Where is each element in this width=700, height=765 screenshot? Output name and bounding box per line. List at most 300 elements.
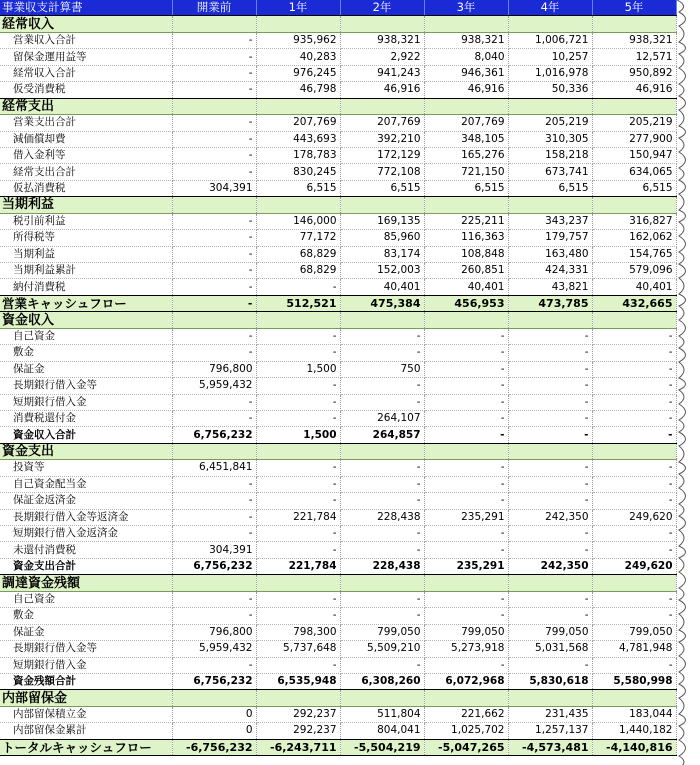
value-cell[interactable]: 5,830,618 xyxy=(508,673,592,689)
value-cell[interactable]: 976,245 xyxy=(256,65,340,81)
value-cell[interactable]: 165,276 xyxy=(424,147,508,163)
value-cell[interactable] xyxy=(592,443,676,459)
value-cell[interactable]: - xyxy=(172,230,256,246)
value-cell[interactable]: - xyxy=(508,427,592,443)
header-cell-title[interactable]: 事業収支計算書 xyxy=(0,0,172,16)
value-cell[interactable]: - xyxy=(424,410,508,426)
row-label-cell[interactable]: 資金支出 xyxy=(0,443,172,459)
value-cell[interactable]: 108,848 xyxy=(424,246,508,262)
value-cell[interactable]: 163,480 xyxy=(508,246,592,262)
value-cell[interactable]: 796,800 xyxy=(172,624,256,640)
value-cell[interactable] xyxy=(592,16,676,32)
value-cell[interactable]: 77,172 xyxy=(256,230,340,246)
value-cell[interactable] xyxy=(172,575,256,591)
value-cell[interactable]: 1,016,978 xyxy=(508,65,592,81)
value-cell[interactable] xyxy=(508,98,592,114)
value-cell[interactable] xyxy=(340,690,424,706)
value-cell[interactable] xyxy=(172,443,256,459)
value-cell[interactable]: 264,857 xyxy=(340,427,424,443)
value-cell[interactable]: 68,829 xyxy=(256,263,340,279)
value-cell[interactable]: 1,500 xyxy=(256,427,340,443)
value-cell[interactable]: 277,900 xyxy=(592,131,676,147)
value-cell[interactable] xyxy=(592,690,676,706)
value-cell[interactable]: 6,308,260 xyxy=(340,673,424,689)
value-cell[interactable]: 207,769 xyxy=(256,115,340,131)
value-cell[interactable]: 235,291 xyxy=(424,558,508,574)
value-cell[interactable]: 116,363 xyxy=(424,230,508,246)
value-cell[interactable]: 221,784 xyxy=(256,558,340,574)
value-cell[interactable]: - xyxy=(172,509,256,525)
value-cell[interactable]: 46,916 xyxy=(340,82,424,98)
value-cell[interactable]: - xyxy=(592,328,676,344)
row-label-cell[interactable]: 留保金運用益等 xyxy=(0,49,172,65)
value-cell[interactable]: - xyxy=(340,657,424,673)
value-cell[interactable]: 392,210 xyxy=(340,131,424,147)
row-label-cell[interactable]: 調達資金残額 xyxy=(0,575,172,591)
value-cell[interactable]: 5,737,648 xyxy=(256,641,340,657)
row-label-cell[interactable]: 経常収入合計 xyxy=(0,65,172,81)
value-cell[interactable]: - xyxy=(508,493,592,509)
value-cell[interactable]: - xyxy=(592,345,676,361)
row-label-cell[interactable]: 自己資金配当金 xyxy=(0,476,172,492)
value-cell[interactable]: - xyxy=(508,608,592,624)
value-cell[interactable]: 43,821 xyxy=(508,279,592,295)
row-label-cell[interactable]: 長期銀行借入金等 xyxy=(0,641,172,657)
value-cell[interactable]: - xyxy=(172,164,256,180)
value-cell[interactable]: - xyxy=(592,526,676,542)
value-cell[interactable]: 205,219 xyxy=(508,115,592,131)
value-cell[interactable]: 310,305 xyxy=(508,131,592,147)
value-cell[interactable] xyxy=(340,197,424,213)
row-label-cell[interactable]: 営業収入合計 xyxy=(0,32,172,48)
row-label-cell[interactable]: 自己資金 xyxy=(0,591,172,607)
value-cell[interactable] xyxy=(340,16,424,32)
value-cell[interactable]: 292,237 xyxy=(256,706,340,722)
value-cell[interactable]: 946,361 xyxy=(424,65,508,81)
value-cell[interactable]: - xyxy=(508,542,592,558)
value-cell[interactable]: - xyxy=(256,526,340,542)
value-cell[interactable]: 183,044 xyxy=(592,706,676,722)
value-cell[interactable]: 40,401 xyxy=(424,279,508,295)
value-cell[interactable] xyxy=(256,690,340,706)
value-cell[interactable]: 512,521 xyxy=(256,295,340,311)
value-cell[interactable]: - xyxy=(172,263,256,279)
value-cell[interactable]: - xyxy=(256,591,340,607)
row-label-cell[interactable]: 長期銀行借入金等返済金 xyxy=(0,509,172,525)
value-cell[interactable] xyxy=(340,443,424,459)
value-cell[interactable]: 179,757 xyxy=(508,230,592,246)
value-cell[interactable]: - xyxy=(256,394,340,410)
value-cell[interactable]: - xyxy=(424,394,508,410)
value-cell[interactable]: 799,050 xyxy=(424,624,508,640)
value-cell[interactable]: - xyxy=(508,328,592,344)
value-cell[interactable]: 292,237 xyxy=(256,723,340,739)
value-cell[interactable]: - xyxy=(508,526,592,542)
row-label-cell[interactable]: 資金残額合計 xyxy=(0,673,172,689)
row-label-cell[interactable]: 仮受消費税 xyxy=(0,82,172,98)
value-cell[interactable]: - xyxy=(172,115,256,131)
value-cell[interactable]: - xyxy=(172,147,256,163)
value-cell[interactable]: - xyxy=(172,65,256,81)
value-cell[interactable] xyxy=(592,197,676,213)
row-label-cell[interactable]: 資金収入合計 xyxy=(0,427,172,443)
value-cell[interactable]: 6,515 xyxy=(424,180,508,196)
value-cell[interactable]: 40,401 xyxy=(592,279,676,295)
value-cell[interactable]: 228,438 xyxy=(340,558,424,574)
value-cell[interactable]: -6,243,711 xyxy=(256,739,340,755)
value-cell[interactable] xyxy=(424,443,508,459)
value-cell[interactable]: - xyxy=(340,378,424,394)
row-label-cell[interactable]: 短期銀行借入金 xyxy=(0,657,172,673)
value-cell[interactable] xyxy=(256,16,340,32)
value-cell[interactable]: - xyxy=(592,394,676,410)
value-cell[interactable]: - xyxy=(508,410,592,426)
value-cell[interactable]: - xyxy=(172,246,256,262)
value-cell[interactable]: - xyxy=(256,460,340,476)
value-cell[interactable] xyxy=(340,312,424,328)
value-cell[interactable]: - xyxy=(172,213,256,229)
value-cell[interactable]: 634,065 xyxy=(592,164,676,180)
row-label-cell[interactable]: 税引前利益 xyxy=(0,213,172,229)
value-cell[interactable]: - xyxy=(256,657,340,673)
value-cell[interactable]: - xyxy=(424,460,508,476)
value-cell[interactable] xyxy=(424,690,508,706)
value-cell[interactable]: 12,571 xyxy=(592,49,676,65)
row-label-cell[interactable]: 保証金 xyxy=(0,361,172,377)
value-cell[interactable]: 343,237 xyxy=(508,213,592,229)
value-cell[interactable]: 235,291 xyxy=(424,509,508,525)
value-cell[interactable]: 304,391 xyxy=(172,542,256,558)
value-cell[interactable]: - xyxy=(508,460,592,476)
value-cell[interactable]: 162,062 xyxy=(592,230,676,246)
value-cell[interactable]: - xyxy=(340,476,424,492)
header-cell-year4[interactable]: 4年 xyxy=(508,0,592,16)
row-label-cell[interactable]: 当期利益 xyxy=(0,197,172,213)
value-cell[interactable]: 249,620 xyxy=(592,558,676,574)
value-cell[interactable]: 5,959,432 xyxy=(172,641,256,657)
value-cell[interactable]: 231,435 xyxy=(508,706,592,722)
row-label-cell[interactable]: 資金支出合計 xyxy=(0,558,172,574)
value-cell[interactable]: 0 xyxy=(172,723,256,739)
value-cell[interactable]: 938,321 xyxy=(592,32,676,48)
value-cell[interactable] xyxy=(424,312,508,328)
value-cell[interactable]: 152,003 xyxy=(340,263,424,279)
value-cell[interactable]: - xyxy=(424,526,508,542)
value-cell[interactable]: - xyxy=(424,361,508,377)
value-cell[interactable] xyxy=(424,98,508,114)
value-cell[interactable]: 799,050 xyxy=(592,624,676,640)
header-cell-year5[interactable]: 5年 xyxy=(592,0,676,16)
value-cell[interactable] xyxy=(592,312,676,328)
value-cell[interactable]: - xyxy=(592,476,676,492)
row-label-cell[interactable]: 内部留保積立金 xyxy=(0,706,172,722)
value-cell[interactable]: 242,350 xyxy=(508,509,592,525)
value-cell[interactable]: 796,800 xyxy=(172,361,256,377)
value-cell[interactable]: 172,129 xyxy=(340,147,424,163)
value-cell[interactable]: 249,620 xyxy=(592,509,676,525)
value-cell[interactable]: 264,107 xyxy=(340,410,424,426)
value-cell[interactable]: - xyxy=(508,345,592,361)
value-cell[interactable]: 772,108 xyxy=(340,164,424,180)
value-cell[interactable]: - xyxy=(172,394,256,410)
value-cell[interactable]: 221,784 xyxy=(256,509,340,525)
value-cell[interactable]: 228,438 xyxy=(340,509,424,525)
value-cell[interactable]: 798,300 xyxy=(256,624,340,640)
value-cell[interactable]: 207,769 xyxy=(340,115,424,131)
value-cell[interactable]: - xyxy=(508,378,592,394)
value-cell[interactable]: 456,953 xyxy=(424,295,508,311)
value-cell[interactable]: - xyxy=(424,427,508,443)
value-cell[interactable]: - xyxy=(592,591,676,607)
row-label-cell[interactable]: 当期利益 xyxy=(0,246,172,262)
row-label-cell[interactable]: 投資等 xyxy=(0,460,172,476)
value-cell[interactable]: - xyxy=(340,591,424,607)
value-cell[interactable]: 475,384 xyxy=(340,295,424,311)
value-cell[interactable]: 1,006,721 xyxy=(508,32,592,48)
value-cell[interactable]: 6,535,948 xyxy=(256,673,340,689)
value-cell[interactable]: 721,150 xyxy=(424,164,508,180)
value-cell[interactable] xyxy=(256,575,340,591)
value-cell[interactable]: 316,827 xyxy=(592,213,676,229)
value-cell[interactable]: 5,580,998 xyxy=(592,673,676,689)
row-label-cell[interactable]: 営業キャッシュフロー xyxy=(0,295,172,311)
value-cell[interactable]: - xyxy=(256,328,340,344)
value-cell[interactable]: - xyxy=(508,657,592,673)
value-cell[interactable]: 830,245 xyxy=(256,164,340,180)
value-cell[interactable]: - xyxy=(592,410,676,426)
value-cell[interactable]: 935,962 xyxy=(256,32,340,48)
value-cell[interactable]: - xyxy=(340,542,424,558)
value-cell[interactable]: - xyxy=(592,460,676,476)
value-cell[interactable]: 68,829 xyxy=(256,246,340,262)
value-cell[interactable]: 221,662 xyxy=(424,706,508,722)
value-cell[interactable]: 1,025,702 xyxy=(424,723,508,739)
value-cell[interactable]: - xyxy=(508,394,592,410)
value-cell[interactable]: - xyxy=(172,295,256,311)
value-cell[interactable] xyxy=(424,575,508,591)
value-cell[interactable] xyxy=(256,443,340,459)
value-cell[interactable] xyxy=(340,575,424,591)
value-cell[interactable]: 6,756,232 xyxy=(172,673,256,689)
value-cell[interactable]: - xyxy=(592,657,676,673)
value-cell[interactable] xyxy=(172,16,256,32)
value-cell[interactable]: 424,331 xyxy=(508,263,592,279)
value-cell[interactable]: - xyxy=(256,493,340,509)
row-label-cell[interactable]: 未還付消費税 xyxy=(0,542,172,558)
value-cell[interactable]: 260,851 xyxy=(424,263,508,279)
row-label-cell[interactable]: 長期銀行借入金等 xyxy=(0,378,172,394)
value-cell[interactable]: 348,105 xyxy=(424,131,508,147)
value-cell[interactable]: 473,785 xyxy=(508,295,592,311)
value-cell[interactable]: - xyxy=(172,526,256,542)
value-cell[interactable]: - xyxy=(340,608,424,624)
value-cell[interactable]: 83,174 xyxy=(340,246,424,262)
value-cell[interactable]: - xyxy=(172,657,256,673)
value-cell[interactable] xyxy=(424,16,508,32)
row-label-cell[interactable]: 敷金 xyxy=(0,608,172,624)
value-cell[interactable]: 242,350 xyxy=(508,558,592,574)
value-cell[interactable]: 225,211 xyxy=(424,213,508,229)
value-cell[interactable]: - xyxy=(424,657,508,673)
value-cell[interactable]: 150,947 xyxy=(592,147,676,163)
value-cell[interactable]: 146,000 xyxy=(256,213,340,229)
value-cell[interactable]: 154,765 xyxy=(592,246,676,262)
value-cell[interactable] xyxy=(508,312,592,328)
row-label-cell[interactable]: 消費税還付金 xyxy=(0,410,172,426)
value-cell[interactable]: - xyxy=(508,591,592,607)
row-label-cell[interactable]: 自己資金 xyxy=(0,328,172,344)
value-cell[interactable]: 511,804 xyxy=(340,706,424,722)
value-cell[interactable]: - xyxy=(592,608,676,624)
value-cell[interactable]: - xyxy=(340,493,424,509)
value-cell[interactable]: - xyxy=(256,608,340,624)
value-cell[interactable]: 178,783 xyxy=(256,147,340,163)
value-cell[interactable]: 6,515 xyxy=(508,180,592,196)
value-cell[interactable]: 169,135 xyxy=(340,213,424,229)
row-label-cell[interactable]: 短期銀行借入金返済金 xyxy=(0,526,172,542)
row-label-cell[interactable]: 経常収入 xyxy=(0,16,172,32)
row-label-cell[interactable]: 内部留保金累計 xyxy=(0,723,172,739)
value-cell[interactable]: - xyxy=(424,345,508,361)
value-cell[interactable]: 5,509,210 xyxy=(340,641,424,657)
value-cell[interactable]: 443,693 xyxy=(256,131,340,147)
value-cell[interactable]: 6,515 xyxy=(592,180,676,196)
value-cell[interactable]: 673,741 xyxy=(508,164,592,180)
value-cell[interactable]: - xyxy=(592,493,676,509)
value-cell[interactable]: 46,916 xyxy=(424,82,508,98)
value-cell[interactable]: 950,892 xyxy=(592,65,676,81)
value-cell[interactable] xyxy=(256,312,340,328)
row-label-cell[interactable]: 経常支出 xyxy=(0,98,172,114)
row-label-cell[interactable]: 内部留保金 xyxy=(0,690,172,706)
value-cell[interactable]: - xyxy=(256,378,340,394)
value-cell[interactable]: 6,072,968 xyxy=(424,673,508,689)
value-cell[interactable]: 938,321 xyxy=(340,32,424,48)
value-cell[interactable]: - xyxy=(172,49,256,65)
value-cell[interactable]: - xyxy=(172,410,256,426)
value-cell[interactable]: -6,756,232 xyxy=(172,739,256,755)
value-cell[interactable]: - xyxy=(508,476,592,492)
value-cell[interactable]: 46,916 xyxy=(592,82,676,98)
value-cell[interactable]: 6,756,232 xyxy=(172,427,256,443)
value-cell[interactable]: 8,040 xyxy=(424,49,508,65)
value-cell[interactable]: - xyxy=(424,378,508,394)
value-cell[interactable] xyxy=(508,16,592,32)
value-cell[interactable]: 804,041 xyxy=(340,723,424,739)
value-cell[interactable]: -4,140,816 xyxy=(592,739,676,755)
value-cell[interactable] xyxy=(508,443,592,459)
value-cell[interactable]: 6,515 xyxy=(256,180,340,196)
value-cell[interactable]: 799,050 xyxy=(508,624,592,640)
value-cell[interactable]: 2,922 xyxy=(340,49,424,65)
row-label-cell[interactable]: 経常支出合計 xyxy=(0,164,172,180)
value-cell[interactable] xyxy=(172,690,256,706)
value-cell[interactable]: 304,391 xyxy=(172,180,256,196)
value-cell[interactable]: 5,959,432 xyxy=(172,378,256,394)
value-cell[interactable]: 10,257 xyxy=(508,49,592,65)
value-cell[interactable]: - xyxy=(172,82,256,98)
row-label-cell[interactable]: 資金収入 xyxy=(0,312,172,328)
value-cell[interactable]: 1,440,182 xyxy=(592,723,676,739)
value-cell[interactable]: - xyxy=(172,32,256,48)
value-cell[interactable]: - xyxy=(508,361,592,377)
header-cell-year2[interactable]: 2年 xyxy=(340,0,424,16)
value-cell[interactable]: 205,219 xyxy=(592,115,676,131)
value-cell[interactable]: 1,500 xyxy=(256,361,340,377)
header-cell-year1[interactable]: 1年 xyxy=(256,0,340,16)
value-cell[interactable]: - xyxy=(592,427,676,443)
value-cell[interactable]: - xyxy=(256,410,340,426)
value-cell[interactable]: - xyxy=(340,394,424,410)
value-cell[interactable]: - xyxy=(172,476,256,492)
value-cell[interactable]: - xyxy=(172,608,256,624)
value-cell[interactable]: - xyxy=(424,591,508,607)
value-cell[interactable]: 46,798 xyxy=(256,82,340,98)
value-cell[interactable]: 5,031,568 xyxy=(508,641,592,657)
value-cell[interactable]: - xyxy=(256,476,340,492)
value-cell[interactable]: - xyxy=(172,493,256,509)
value-cell[interactable]: -4,573,481 xyxy=(508,739,592,755)
value-cell[interactable]: 40,283 xyxy=(256,49,340,65)
value-cell[interactable]: - xyxy=(340,328,424,344)
value-cell[interactable]: - xyxy=(340,526,424,542)
row-label-cell[interactable]: トータルキャッシュフロー xyxy=(0,739,172,755)
row-label-cell[interactable]: 営業支出合計 xyxy=(0,115,172,131)
value-cell[interactable]: - xyxy=(424,328,508,344)
value-cell[interactable]: 1,257,137 xyxy=(508,723,592,739)
value-cell[interactable] xyxy=(340,98,424,114)
row-label-cell[interactable]: 減価償却費 xyxy=(0,131,172,147)
value-cell[interactable]: - xyxy=(592,361,676,377)
value-cell[interactable]: 938,321 xyxy=(424,32,508,48)
value-cell[interactable] xyxy=(172,312,256,328)
value-cell[interactable]: - xyxy=(256,542,340,558)
value-cell[interactable]: - xyxy=(424,542,508,558)
value-cell[interactable]: - xyxy=(340,345,424,361)
row-label-cell[interactable]: 敷金 xyxy=(0,345,172,361)
value-cell[interactable]: -5,047,265 xyxy=(424,739,508,755)
value-cell[interactable]: - xyxy=(340,460,424,476)
value-cell[interactable]: 941,243 xyxy=(340,65,424,81)
value-cell[interactable]: - xyxy=(592,378,676,394)
row-label-cell[interactable]: 仮払消費税 xyxy=(0,180,172,196)
value-cell[interactable]: 85,960 xyxy=(340,230,424,246)
value-cell[interactable]: -5,504,219 xyxy=(340,739,424,755)
header-cell-preopen[interactable]: 開業前 xyxy=(172,0,256,16)
value-cell[interactable]: 158,218 xyxy=(508,147,592,163)
row-label-cell[interactable]: 当期利益累計 xyxy=(0,263,172,279)
value-cell[interactable] xyxy=(256,197,340,213)
value-cell[interactable] xyxy=(172,98,256,114)
value-cell[interactable]: 750 xyxy=(340,361,424,377)
value-cell[interactable]: 432,665 xyxy=(592,295,676,311)
row-label-cell[interactable]: 保証金返済金 xyxy=(0,493,172,509)
value-cell[interactable] xyxy=(424,197,508,213)
value-cell[interactable] xyxy=(508,197,592,213)
value-cell[interactable] xyxy=(508,575,592,591)
value-cell[interactable]: - xyxy=(172,279,256,295)
value-cell[interactable]: - xyxy=(592,542,676,558)
value-cell[interactable]: - xyxy=(424,608,508,624)
row-label-cell[interactable]: 所得税等 xyxy=(0,230,172,246)
value-cell[interactable]: 6,515 xyxy=(340,180,424,196)
value-cell[interactable] xyxy=(592,575,676,591)
value-cell[interactable]: 5,273,918 xyxy=(424,641,508,657)
value-cell[interactable]: - xyxy=(172,328,256,344)
value-cell[interactable]: - xyxy=(256,345,340,361)
row-label-cell[interactable]: 納付消費税 xyxy=(0,279,172,295)
row-label-cell[interactable]: 保証金 xyxy=(0,624,172,640)
